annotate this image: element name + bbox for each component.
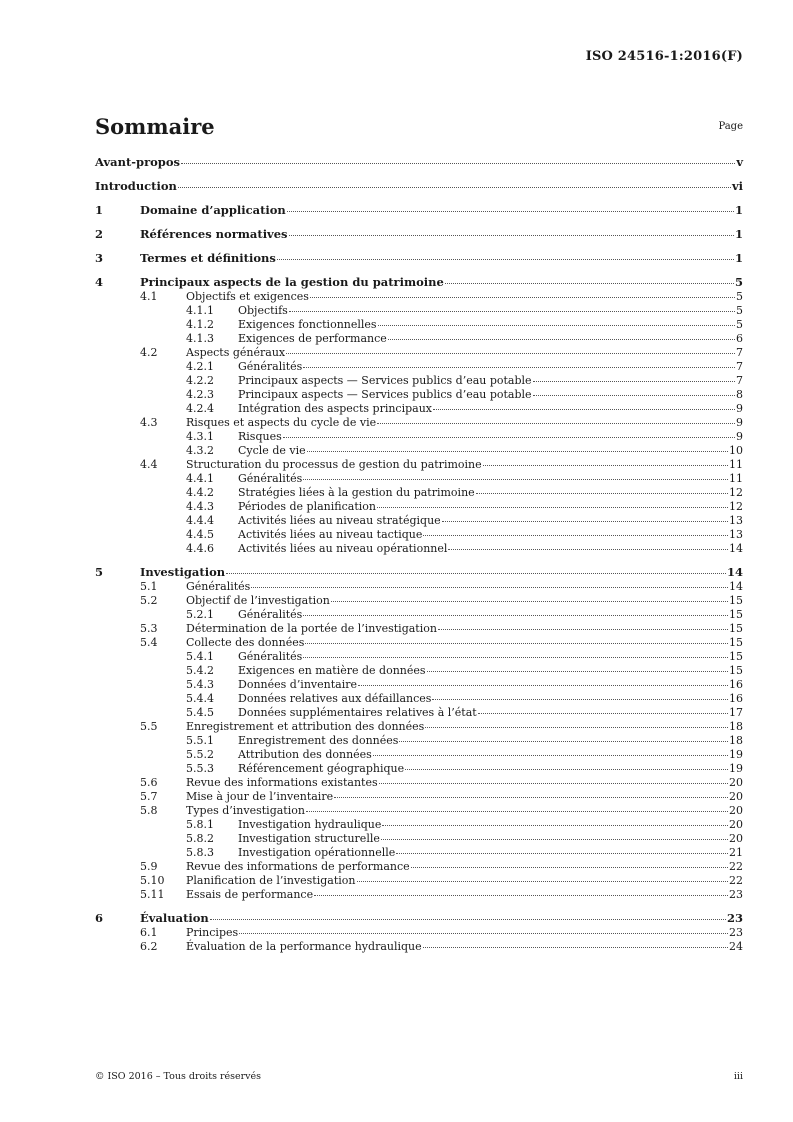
toc-spacer (95, 266, 743, 275)
toc-entry-number: 5.8.1 (186, 818, 214, 831)
toc-entry-page: 5 (736, 318, 743, 331)
dot-leader (178, 187, 731, 188)
toc-entry-title: Exigences fonctionnelles (238, 318, 377, 331)
toc-entry[interactable] (95, 565, 743, 580)
dot-leader (286, 353, 735, 354)
dot-leader (381, 839, 728, 840)
dot-leader (305, 643, 728, 644)
toc-entry-number: 5.4.5 (186, 706, 214, 719)
toc-entry-number: 4.4.3 (186, 500, 214, 513)
toc-entry[interactable] (95, 444, 743, 458)
toc-entry-title: Enregistrement des données (238, 734, 399, 747)
toc-entry-title: Investigation structurelle (238, 832, 380, 845)
toc-entry[interactable] (95, 542, 743, 556)
toc-entry-number: 4.3.2 (186, 444, 214, 457)
toc-entry-number: 4.2.2 (186, 374, 214, 387)
toc-entry-number: 4.4.2 (186, 486, 214, 499)
toc-entry-title: Structuration du processus de gestion du patrimoine (186, 458, 482, 471)
toc-entry-title: Investigation opérationnelle (238, 846, 396, 859)
toc-entry-number: 5.10 (140, 874, 165, 887)
toc-entry[interactable] (95, 430, 743, 444)
toc-entry-title: Termes et définitions (140, 251, 276, 265)
toc-entry-number: 6 (95, 911, 104, 925)
toc-entry-page: 9 (736, 416, 743, 429)
toc-entry[interactable] (95, 911, 743, 926)
toc-entry-page: 18 (729, 734, 743, 747)
table-of-contents (95, 155, 743, 954)
toc-entry-number: 3 (95, 251, 104, 265)
dot-leader (303, 657, 728, 658)
toc-entry-number: 5.9 (140, 860, 158, 873)
toc-entry-page: 15 (729, 664, 743, 677)
toc-entry-number: 5.2 (140, 594, 158, 607)
toc-entry-page: 20 (729, 790, 743, 803)
toc-spacer (95, 556, 743, 565)
toc-entry-page: 15 (729, 636, 743, 649)
toc-entry-number: 5.4.4 (186, 692, 214, 705)
toc-entry-title: Intégration des aspects principaux (238, 402, 432, 415)
toc-entry-number: 4.4 (140, 458, 158, 471)
toc-entry[interactable] (95, 332, 743, 346)
toc-entry-title: Périodes de planification (238, 500, 376, 513)
toc-entry-title: Généralités (238, 472, 303, 485)
toc-entry[interactable] (95, 346, 743, 360)
toc-entry-page: 11 (729, 458, 743, 471)
toc-entry[interactable] (95, 594, 743, 608)
dot-leader (425, 727, 728, 728)
page-number: iii (733, 1071, 743, 1082)
dot-leader (226, 573, 726, 574)
dot-leader (483, 465, 728, 466)
toc-entry-title: Détermination de la portée de l’investigation (186, 622, 437, 635)
toc-entry-number: 4.2 (140, 346, 158, 359)
toc-entry-page: 10 (729, 444, 743, 457)
toc-entry-page: 17 (729, 706, 743, 719)
toc-entry[interactable] (95, 374, 743, 388)
toc-entry[interactable] (95, 846, 743, 860)
dot-leader (448, 549, 728, 550)
toc-entry-page: 13 (729, 514, 743, 527)
toc-entry-number: 5.8 (140, 804, 158, 817)
toc-entry[interactable] (95, 622, 743, 636)
toc-entry[interactable] (95, 608, 743, 622)
document-id: ISO 24516-1:2016(F) (585, 49, 743, 64)
toc-entry-title: Enregistrement et attribution des données (186, 720, 425, 733)
toc-entry-page: 15 (729, 650, 743, 663)
dot-leader (358, 685, 728, 686)
toc-entry-title: Cycle de vie (238, 444, 306, 457)
toc-entry-number: 5.4.3 (186, 678, 214, 691)
toc-entry-number: 5.7 (140, 790, 158, 803)
toc-entry-title: Références normatives (140, 227, 288, 241)
toc-entry-number: 5.5 (140, 720, 158, 733)
toc-entry-page: 15 (729, 608, 743, 621)
toc-entry-title: Stratégies liées à la gestion du patrimoine (238, 486, 475, 499)
toc-entry-title: Essais de performance (186, 888, 314, 901)
toc-entry-number: 5.4.2 (186, 664, 214, 677)
toc-entry[interactable] (95, 458, 743, 472)
dot-leader (289, 311, 735, 312)
dot-leader (378, 325, 735, 326)
toc-entry-title: Activités liées au niveau tactique (238, 528, 423, 541)
toc-entry-number: 5.5.1 (186, 734, 214, 747)
toc-entry[interactable] (95, 500, 743, 514)
toc-entry-title: Données supplémentaires relatives à l’état (238, 706, 477, 719)
dot-leader (303, 479, 728, 480)
dot-leader (423, 535, 728, 536)
dot-leader (533, 395, 735, 396)
toc-entry[interactable] (95, 776, 743, 790)
toc-entry-title: Généralités (186, 580, 251, 593)
toc-entry-number: 5.3 (140, 622, 158, 635)
toc-entry[interactable] (95, 734, 743, 748)
toc-entry-page: 14 (729, 542, 743, 555)
toc-entry[interactable] (95, 874, 743, 888)
toc-entry[interactable] (95, 580, 743, 594)
dot-leader (307, 451, 728, 452)
dot-leader (310, 297, 735, 298)
toc-entry-number: 4.4.5 (186, 528, 214, 541)
toc-entry-title: Planification de l’investigation (186, 874, 356, 887)
dot-leader (405, 769, 728, 770)
toc-entry-title: Principaux aspects de la gestion du patrimoine (140, 275, 444, 289)
toc-entry-page: 16 (729, 678, 743, 691)
toc-entry-number: 5.5.2 (186, 748, 214, 761)
toc-entry-number: 4.3.1 (186, 430, 214, 443)
dot-leader (303, 367, 735, 368)
toc-entry-title: Mise à jour de l’inventaire (186, 790, 334, 803)
dot-leader (377, 423, 735, 424)
toc-entry-page: 20 (729, 832, 743, 845)
toc-entry-title: Données d’inventaire (238, 678, 357, 691)
toc-entry-number: 5.4 (140, 636, 158, 649)
toc-entry[interactable] (95, 318, 743, 332)
toc-entry[interactable] (95, 304, 743, 318)
toc-entry-page: 19 (729, 748, 743, 761)
page-footer (95, 1071, 743, 1082)
toc-entry-page: 1 (734, 227, 743, 241)
toc-entry-title: Exigences en matière de données (238, 664, 426, 677)
toc-entry-title: Référencement géographique (238, 762, 405, 775)
toc-entry-number: 5.5.3 (186, 762, 214, 775)
dot-leader (289, 235, 734, 236)
toc-entry-title: Principes (186, 926, 239, 939)
toc-entry-number: 5.4.1 (186, 650, 214, 663)
toc-spacer (95, 242, 743, 251)
toc-entry-page: 15 (729, 622, 743, 635)
page-title: Sommaire (95, 114, 215, 139)
toc-entry[interactable] (95, 818, 743, 832)
dot-leader (251, 587, 728, 588)
toc-entry-page: 9 (736, 402, 743, 415)
dot-leader (377, 507, 728, 508)
toc-entry-page: vi (731, 179, 743, 193)
toc-entry[interactable] (95, 692, 743, 706)
toc-entry-title: Types d’investigation (186, 804, 305, 817)
toc-entry-page: 13 (729, 528, 743, 541)
toc-entry[interactable] (95, 528, 743, 542)
toc-entry-title: Investigation hydraulique (238, 818, 382, 831)
toc-entry-title: Avant-propos (95, 155, 180, 169)
toc-entry[interactable] (95, 203, 743, 218)
toc-entry-page: 7 (736, 360, 743, 373)
toc-entry-page: 12 (729, 486, 743, 499)
dot-leader (334, 797, 728, 798)
dot-leader (432, 699, 728, 700)
toc-entry-page: 20 (729, 804, 743, 817)
toc-entry[interactable] (95, 155, 743, 170)
toc-entry[interactable] (95, 860, 743, 874)
toc-entry-page: 23 (729, 888, 743, 901)
toc-entry-title: Aspects généraux (186, 346, 286, 359)
dot-leader (423, 947, 728, 948)
toc-entry-title: Risques (238, 430, 282, 443)
copyright-notice: © ISO 2016 – Tous droits réservés (95, 1071, 262, 1082)
toc-entry[interactable] (95, 762, 743, 776)
toc-entry[interactable] (95, 804, 743, 818)
toc-entry-page: 8 (736, 388, 743, 401)
toc-entry-title: Évaluation (140, 911, 209, 925)
dot-leader (303, 615, 728, 616)
toc-spacer (95, 902, 743, 911)
toc-entry[interactable] (95, 179, 743, 194)
toc-entry[interactable] (95, 402, 743, 416)
toc-spacer (95, 218, 743, 227)
toc-entry-title: Activités liées au niveau opérationnel (238, 542, 448, 555)
toc-entry-number: 5.8.2 (186, 832, 214, 845)
toc-entry-number: 4.4.4 (186, 514, 214, 527)
toc-entry-page: 5 (734, 275, 743, 289)
toc-entry-title: Évaluation de la performance hydraulique (186, 940, 422, 953)
toc-entry-title: Objectif de l’investigation (186, 594, 330, 607)
toc-entry-title: Généralités (238, 608, 303, 621)
toc-entry-page: 11 (729, 472, 743, 485)
toc-entry-page: 14 (729, 580, 743, 593)
dot-leader (399, 741, 728, 742)
toc-entry[interactable] (95, 678, 743, 692)
toc-entry-number: 6.2 (140, 940, 158, 953)
toc-entry-title: Attribution des données (238, 748, 372, 761)
toc-entry-title: Revue des informations existantes (186, 776, 378, 789)
toc-entry-title: Généralités (238, 360, 303, 373)
toc-entry-page: 22 (729, 874, 743, 887)
toc-entry-number: 4.2.1 (186, 360, 214, 373)
toc-entry-title: Objectifs (238, 304, 288, 317)
toc-entry-page: v (736, 155, 743, 169)
toc-entry-title: Collecte des données (186, 636, 305, 649)
toc-entry-page: 9 (736, 430, 743, 443)
toc-entry[interactable] (95, 227, 743, 242)
toc-entry-page: 20 (729, 818, 743, 831)
toc-entry-page: 20 (729, 776, 743, 789)
toc-entry-number: 5.11 (140, 888, 165, 901)
toc-entry-number: 4.1.3 (186, 332, 214, 345)
dot-leader (396, 853, 728, 854)
page-column-label: Page (718, 121, 743, 132)
dot-leader (433, 409, 735, 410)
toc-entry-page: 7 (736, 374, 743, 387)
toc-entry-number: 5.1 (140, 580, 158, 593)
dot-leader (533, 381, 735, 382)
toc-entry-title: Principaux aspects — Services publics d’eau potable (238, 374, 532, 387)
toc-entry-page: 24 (729, 940, 743, 953)
toc-entry-page: 23 (729, 926, 743, 939)
toc-entry[interactable] (95, 290, 743, 304)
toc-entry-page: 16 (729, 692, 743, 705)
toc-entry[interactable] (95, 514, 743, 528)
toc-entry-page: 5 (736, 304, 743, 317)
toc-entry-number: 5 (95, 565, 104, 579)
toc-entry-title: Principaux aspects — Services publics d’eau potable (238, 388, 532, 401)
dot-leader (239, 933, 728, 934)
toc-entry-number: 4 (95, 275, 104, 289)
dot-leader (314, 895, 728, 896)
toc-entry-title: Introduction (95, 179, 177, 193)
toc-entry-number: 4.1.2 (186, 318, 214, 331)
toc-entry-page: 19 (729, 762, 743, 775)
toc-entry-title: Généralités (238, 650, 303, 663)
toc-entry-number: 4.2.3 (186, 388, 214, 401)
dot-leader (438, 629, 728, 630)
toc-spacer (95, 194, 743, 203)
toc-entry-number: 5.2.1 (186, 608, 214, 621)
toc-entry[interactable] (95, 416, 743, 430)
dot-leader (379, 783, 728, 784)
toc-entry-page: 1 (734, 251, 743, 265)
toc-entry-title: Risques et aspects du cycle de vie (186, 416, 377, 429)
toc-entry[interactable] (95, 926, 743, 940)
toc-entry[interactable] (95, 940, 743, 954)
toc-entry[interactable] (95, 664, 743, 678)
toc-entry-number: 1 (95, 203, 104, 217)
toc-entry-page: 22 (729, 860, 743, 873)
toc-entry[interactable] (95, 486, 743, 500)
toc-entry-number: 5.6 (140, 776, 158, 789)
dot-leader (373, 755, 728, 756)
toc-entry-page: 21 (729, 846, 743, 859)
toc-entry[interactable] (95, 706, 743, 720)
toc-entry-title: Investigation (140, 565, 226, 579)
dot-leader (283, 437, 735, 438)
toc-entry-title: Activités liées au niveau stratégique (238, 514, 441, 527)
toc-entry-page: 1 (734, 203, 743, 217)
toc-entry-title: Exigences de performance (238, 332, 387, 345)
toc-spacer (95, 170, 743, 179)
toc-entry-number: 5.8.3 (186, 846, 214, 859)
toc-entry[interactable] (95, 650, 743, 664)
toc-entry[interactable] (95, 832, 743, 846)
dot-leader (181, 163, 735, 164)
toc-entry-page: 6 (736, 332, 743, 345)
toc-entry[interactable] (95, 888, 743, 902)
dot-leader (476, 493, 728, 494)
toc-entry-title: Données relatives aux défaillances (238, 692, 432, 705)
dot-leader (478, 713, 728, 714)
toc-entry[interactable] (95, 636, 743, 650)
toc-entry-number: 4.1 (140, 290, 158, 303)
toc-entry[interactable] (95, 251, 743, 266)
toc-entry[interactable] (95, 388, 743, 402)
dot-leader (442, 521, 728, 522)
dot-leader (287, 211, 734, 212)
toc-entry[interactable] (95, 748, 743, 762)
toc-entry-number: 4.3 (140, 416, 158, 429)
dot-leader (331, 601, 728, 602)
dot-leader (277, 259, 734, 260)
toc-entry-page: 18 (729, 720, 743, 733)
toc-entry-page: 12 (729, 500, 743, 513)
toc-entry-title: Revue des informations de performance (186, 860, 410, 873)
toc-entry[interactable] (95, 472, 743, 486)
toc-entry[interactable] (95, 360, 743, 374)
toc-entry-number: 4.4.1 (186, 472, 214, 485)
toc-entry[interactable] (95, 720, 743, 734)
toc-entry[interactable] (95, 275, 743, 290)
toc-entry-number: 4.1.1 (186, 304, 214, 317)
dot-leader (382, 825, 728, 826)
toc-entry-page: 15 (729, 594, 743, 607)
toc-entry-number: 4.4.6 (186, 542, 214, 555)
toc-entry[interactable] (95, 790, 743, 804)
toc-entry-title: Objectifs et exigences (186, 290, 309, 303)
toc-entry-number: 6.1 (140, 926, 158, 939)
toc-entry-page: 5 (736, 290, 743, 303)
dot-leader (427, 671, 728, 672)
dot-leader (445, 283, 734, 284)
dot-leader (411, 867, 728, 868)
dot-leader (357, 881, 729, 882)
dot-leader (210, 919, 726, 920)
toc-entry-page: 23 (726, 911, 743, 925)
toc-entry-page: 14 (726, 565, 743, 579)
toc-entry-number: 4.2.4 (186, 402, 214, 415)
dot-leader (388, 339, 735, 340)
toc-entry-number: 2 (95, 227, 104, 241)
toc-entry-page: 7 (736, 346, 743, 359)
dot-leader (306, 811, 728, 812)
toc-entry-title: Domaine d’application (140, 203, 286, 217)
